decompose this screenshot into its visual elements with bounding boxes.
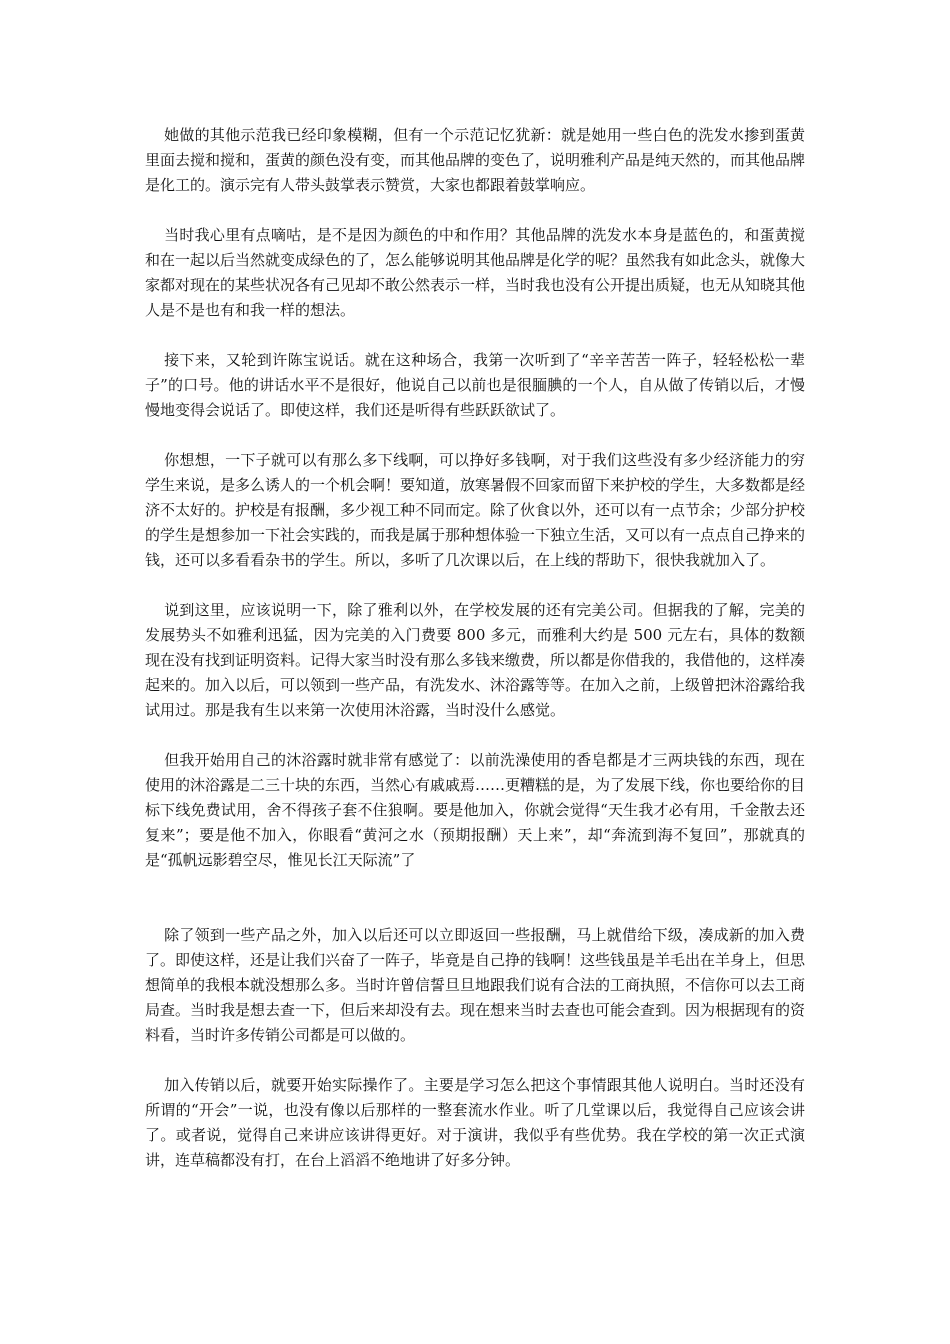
paragraph-1: 她做的其他示范我已经印象模糊，但有一个示范记忆犹新：就是她用一些白色的洗发水掺到蛋黄里面去搅和搅和，蛋黄的颜色没有变，而其他品牌的变色了，说明雅利产品是纯天然的，而其他品牌是化工的。演示完有人带头鼓掌表示赞赏，大家也都跟着鼓掌响应。	[145, 126, 806, 194]
paragraph-2: 当时我心里有点嘀咕，是不是因为颜色的中和作用？其他品牌的洗发水本身是蓝色的，和蛋黄搅和在一起以后当然就变成绿色的了，怎么能够说明其他品牌是化学的呢？虽然我有如此念头，就像大家都对现在的某些状况各有己见却不敢公然表示一样，当时我也没有公开提出质疑，也无从知晓其他人是不是也有和我一样的想法。	[145, 226, 806, 319]
paragraph-5: 说到这里，应该说明一下，除了雅利以外，在学校发展的还有完美公司。但据我的了解，完美的发展势头不如雅利迅猛，因为完美的入门费要 800 多元，而雅利大约是 500 元左右，具体的数额现在没有找到证明资料。记得大家当时没有那么多钱来缴费，所以都是你借我的，我借他的，这样凑起来的。加入以后，可以领到一些产品，有洗发水、沐浴露等等。在加入之前，上级曾把沐浴露给我试用过。那是我有生以来第一次使用沐浴露，当时没什么感觉。	[145, 601, 806, 719]
paragraph-8: 加入传销以后，就要开始实际操作了。主要是学习怎么把这个事情跟其他人说明白。当时还没有所谓的“开会”一说，也没有像以后那样的一整套流水作业。听了几堂课以后，我觉得自己应该会讲了。或者说，觉得自己来讲应该讲得更好。对于演讲，我似乎有些优势。我在学校的第一次正式演讲，连草稿都没有打，在台上滔滔不绝地讲了好多分钟。	[145, 1076, 805, 1169]
document-page	[145, 123, 805, 1173]
paragraph-7: 除了领到一些产品之外，加入以后还可以立即返回一些报酬，马上就借给下级，凑成新的加入费了。即使这样，还是让我们兴奋了一阵子，毕竟是自己挣的钱啊！这些钱虽是羊毛出在羊身上，但思想简单的我根本就没想那么多。当时许曾信誓旦旦地跟我们说有合法的工商执照，不信你可以去工商局查。当时我是想去查一下，但后来却没有去。现在想来当时去查也可能会查到。因为根据现有的资料看，当时许多传销公司都是可以做的。	[145, 926, 806, 1044]
paragraph-spacer	[145, 873, 805, 923]
paragraph-3: 接下来，又轮到许陈宝说话。就在这种场合，我第一次听到了“辛辛苦苦一阵子，轻轻松松一辈子”的口号。他的讲话水平不是很好，他说自己以前也是很腼腆的一个人，自从做了传销以后，才慢慢地变得会说话了。即使这样，我们还是听得有些跃跃欲试了。	[145, 351, 805, 419]
paragraph-spacer	[145, 423, 805, 448]
paragraph-spacer	[145, 573, 805, 598]
paragraph-spacer	[145, 1048, 805, 1073]
paragraph-spacer	[145, 198, 805, 223]
paragraph-4: 你想想，一下子就可以有那么多下线啊，可以挣好多钱啊，对于我们这些没有多少经济能力的穷学生来说，是多么诱人的一个机会啊！要知道，放寒暑假不回家而留下来护校的学生，大多数都是经济不太好的。护校是有报酬，多少视工种不同而定。除了伙食以外，还可以有一点节余；少部分护校的学生是想参加一下社会实践的，而我是属于那种想体验一下独立生活，又可以有一点点自己挣来的钱，还可以多看看杂书的学生。所以，多听了几次课以后，在上线的帮助下，很快我就加入了。	[145, 451, 806, 569]
paragraph-spacer	[145, 723, 805, 748]
paragraph-6: 但我开始用自己的沐浴露时就非常有感觉了：以前洗澡使用的香皂都是才三两块钱的东西，现在使用的沐浴露是二三十块的东西，当然心有戚戚焉……更糟糕的是，为了发展下线，你也要给你的目标下线免费试用，舍不得孩子套不住狼啊。要是他加入，你就会觉得“天生我才必有用，千金散去还复来”；要是他不加入，你眼看“黄河之水（预期报酬）天上来”，却“奔流到海不复回”，那就真的是“孤帆远影碧空尽，惟见长江天际流”了	[145, 751, 806, 869]
paragraph-spacer	[145, 323, 805, 348]
